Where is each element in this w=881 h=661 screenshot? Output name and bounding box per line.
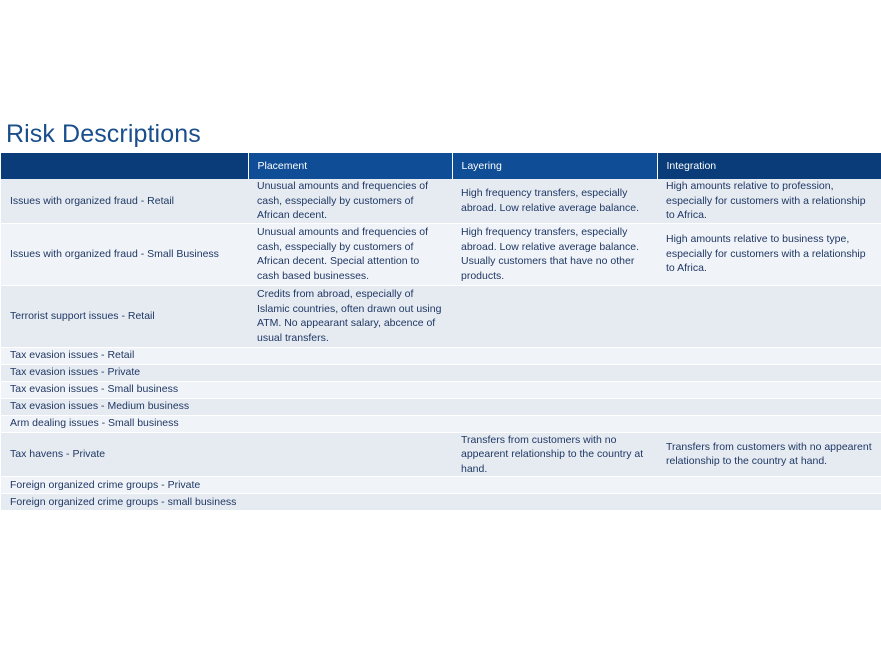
integration-cell [657, 285, 881, 347]
table-row [1, 381, 881, 398]
integration-cell [657, 477, 881, 494]
placement-cell [248, 364, 452, 381]
integration-cell [657, 381, 881, 398]
placement-cell: Unusual amounts and frequencies of cash, esspecially by customers of African decent. Special attention to cash based businesses. [248, 223, 452, 285]
table-row [1, 494, 881, 511]
placement-cell: Unusual amounts and frequencies of cash, esspecially by customers of African decent. [248, 179, 452, 223]
table-body [1, 179, 881, 511]
risk-cell: Tax evasion issues - Medium business [1, 398, 248, 415]
integration-cell [657, 415, 881, 432]
integration-cell [657, 494, 881, 511]
layering-cell: Transfers from customers with no appearent relationship to the country at hand. [452, 432, 657, 477]
table-row [1, 223, 881, 285]
header-layering: Layering [452, 153, 657, 179]
header-integration: Integration [657, 153, 881, 179]
page-title: Risk Descriptions [6, 120, 201, 148]
table-header [1, 153, 881, 179]
placement-cell [248, 381, 452, 398]
integration-cell: Transfers from customers with no appearent relationship to the country at hand. [657, 432, 881, 477]
risk-cell: Tax havens - Private [1, 432, 248, 477]
risk-cell: Arm dealing issues - Small business [1, 415, 248, 432]
risk-cell: Issues with organized fraud - Retail [1, 179, 248, 223]
integration-cell: High amounts relative to business type, especially for customers with a relationship to Africa. [657, 223, 881, 285]
layering-cell [452, 477, 657, 494]
table-row [1, 179, 881, 223]
table-row [1, 364, 881, 381]
risk-cell: Terrorist support issues - Retail [1, 285, 248, 347]
table-row [1, 347, 881, 364]
risk-cell: Tax evasion issues - Retail [1, 347, 248, 364]
placement-cell [248, 477, 452, 494]
header-placement: Placement [248, 153, 452, 179]
risk-cell: Tax evasion issues - Small business [1, 381, 248, 398]
risk-cell: Foreign organized crime groups - Private [1, 477, 248, 494]
table-row [1, 415, 881, 432]
integration-cell [657, 347, 881, 364]
integration-cell: High amounts relative to profession, especially for customers with a relationship to Africa. [657, 179, 881, 223]
layering-cell: High frequency transfers, especially abroad. Low relative average balance. [452, 179, 657, 223]
placement-cell [248, 415, 452, 432]
integration-cell [657, 398, 881, 415]
header-risk [1, 153, 248, 179]
risk-cell: Tax evasion issues - Private [1, 364, 248, 381]
header-row [1, 153, 881, 179]
layering-cell [452, 398, 657, 415]
table-row [1, 432, 881, 477]
table-row [1, 477, 881, 494]
table-row [1, 285, 881, 347]
placement-cell [248, 347, 452, 364]
layering-cell [452, 364, 657, 381]
layering-cell [452, 494, 657, 511]
placement-cell: Credits from abroad, especially of Islamic countries, often drawn out using ATM. No appearant salary, abcence of usual transfers. [248, 285, 452, 347]
placement-cell [248, 432, 452, 477]
risk-cell: Foreign organized crime groups - small business [1, 494, 248, 511]
layering-cell [452, 415, 657, 432]
placement-cell [248, 494, 452, 511]
layering-cell [452, 347, 657, 364]
integration-cell [657, 364, 881, 381]
layering-cell: High frequency transfers, especially abroad. Low relative average balance. Usually customers that have no other products. [452, 223, 657, 285]
table-row [1, 398, 881, 415]
layering-cell [452, 381, 657, 398]
layering-cell [452, 285, 657, 347]
risk-table [1, 153, 881, 511]
risk-cell: Issues with organized fraud - Small Business [1, 223, 248, 285]
placement-cell [248, 398, 452, 415]
